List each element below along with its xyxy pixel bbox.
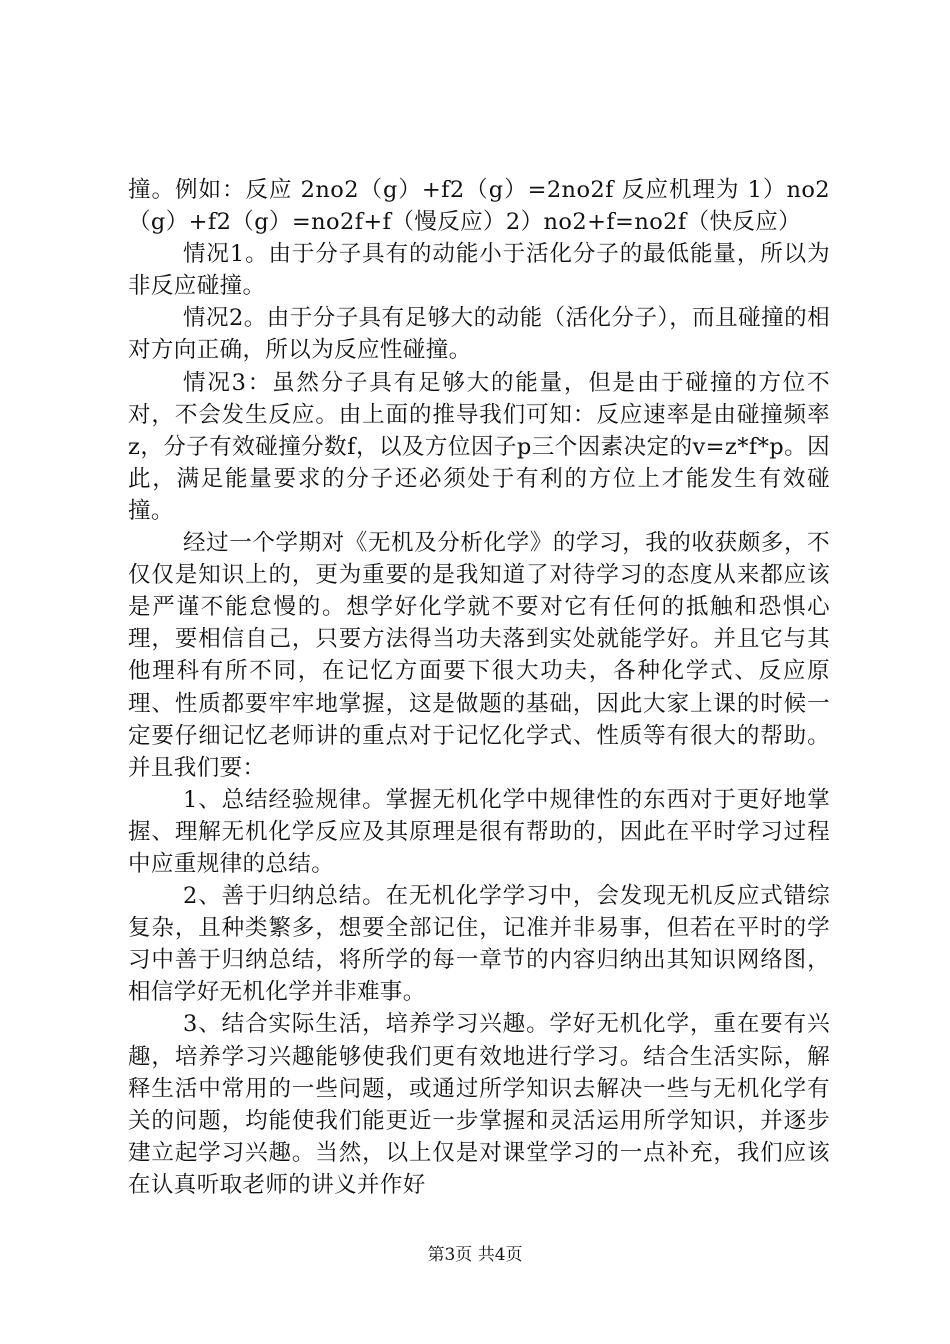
paragraph-case-2: 情况2。由于分子具有足够大的动能（活化分子），而且碰撞的相对方向正确，所以为反应性碰撞。 — [128, 305, 830, 364]
page-number-footer: 第3页 共4页 — [427, 1245, 523, 1265]
paragraph-learning-summary: 经过一个学期对《无机及分析化学》的学习，我的收获颇多，不仅仅是知识上的，更为重要的是我知道了对待学习的态度从来都应该是严谨不能怠慢的。想学好化学就不要对它有任何的抵触和恐惧心理，要相信自己，只要方法得当功夫落到实处就能学好。并且它与其他理科有所不同，在记忆方面要下很大功夫，各种化学式、反应原理、性质都要牢牢地掌握，这是做题的基础，因此大家上课的时候一定要仔细记忆老师讲的重点对于记忆化学式、性质等有很大的帮助。并且我们要： — [128, 530, 830, 781]
paragraph-point-1: 1、总结经验规律。掌握无机化学中规律性的东西对于更好地掌握、理解无机化学反应及其原理是很有帮助的，因此在平时学习过程中应重规律的总结。 — [128, 786, 830, 877]
paragraph-reaction-mechanism: 撞。例如：反应 2no2（g）+f2（g）=2no2f 反应机理为 1）no2（g）+f2（g）=no2f+f（慢反应）2）no2+f=no2f（快反应） — [128, 177, 830, 236]
document-body — [128, 174, 830, 1201]
paragraph-case-1: 情况1。由于分子具有的动能小于活化分子的最低能量，所以为非反应碰撞。 — [128, 241, 830, 300]
paragraph-point-2: 2、善于归纳总结。在无机化学学习中，会发现无机反应式错综复杂，且种类繁多，想要全部记住，记准并非易事，但若在平时的学习中善于归纳总结，将所学的每一章节的内容归纳出其知识网络图，相信学好无机化学并非难事。 — [128, 883, 830, 1006]
paragraph-point-3: 3、结合实际生活，培养学习兴趣。学好无机化学，重在要有兴趣，培养学习兴趣能够使我们更有效地进行学习。结合生活实际，解释生活中常用的一些问题，或通过所学知识去解决一些与无机化学有关的问题，均能使我们能更近一步掌握和灵活运用所学知识，并逐步建立起学习兴趣。当然，以上仅是对课堂学习的一点补充，我们应该在认真听取老师的讲义并作好 — [128, 1011, 830, 1198]
paragraph-case-3: 情况3：虽然分子具有足够大的能量，但是由于碰撞的方位不对，不会发生反应。由上面的推导我们可知：反应速率是由碰撞频率z，分子有效碰撞分数f，以及方位因子p三个因素决定的v=z*f*p。因此，满足能量要求的分子还必须处于有利的方位上才能发生有效碰撞。 — [128, 369, 830, 524]
